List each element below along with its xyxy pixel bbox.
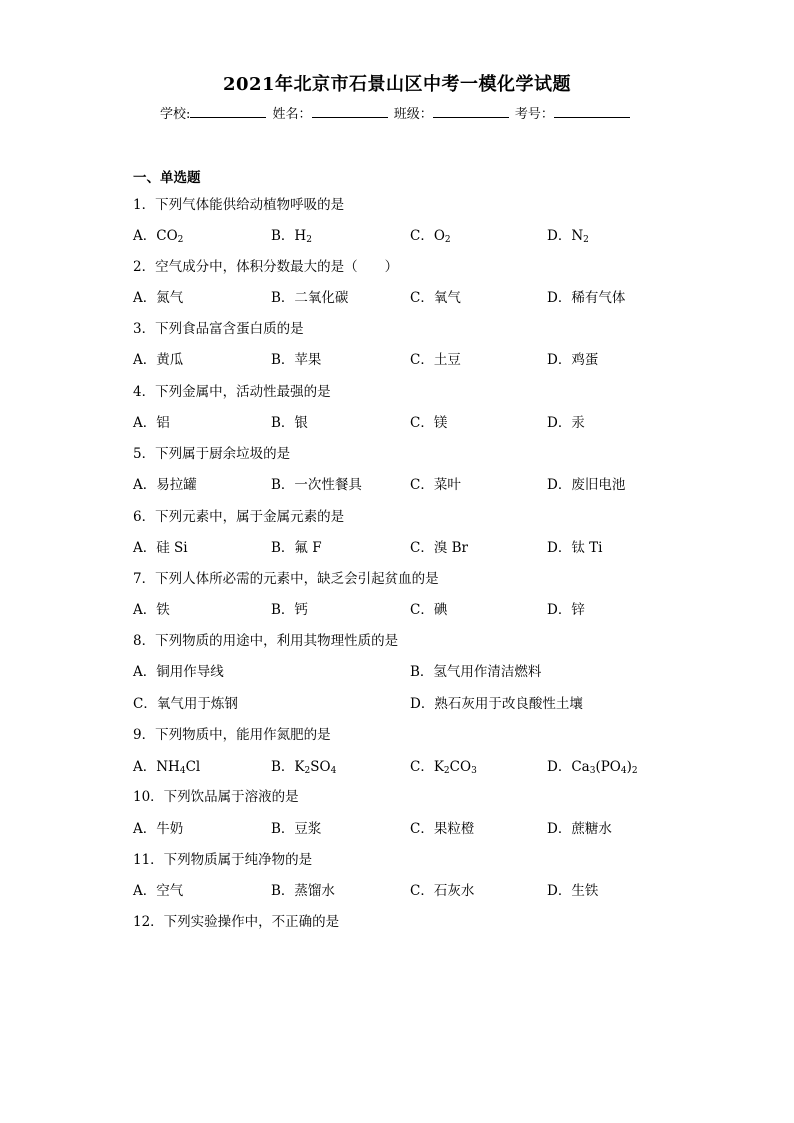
option-c[interactable]: C．镁 bbox=[410, 415, 448, 431]
option-c[interactable]: C．石灰水 bbox=[410, 883, 475, 899]
question-12: 12．下列实验操作中，不正确的是 bbox=[133, 914, 340, 930]
question-4: 4．下列金属中，活动性最强的是 bbox=[133, 384, 331, 400]
question-1: 1．下列气体能供给动植物呼吸的是 bbox=[133, 197, 345, 213]
option-d[interactable]: D．熟石灰用于改良酸性土壤 bbox=[410, 696, 583, 712]
question-4-options bbox=[133, 411, 693, 431]
option-a[interactable]: A．空气 bbox=[133, 883, 184, 899]
option-b[interactable]: B．$K_2SO_4$ bbox=[271, 759, 337, 776]
question-1-options bbox=[133, 224, 693, 244]
student-info-line bbox=[160, 103, 632, 122]
option-d[interactable]: D．锌 bbox=[547, 602, 585, 618]
section-heading: 一、单选题 bbox=[133, 170, 201, 186]
question-10-options bbox=[133, 817, 693, 837]
option-d[interactable]: D．鸡蛋 bbox=[547, 352, 599, 368]
question-9-options bbox=[133, 755, 693, 775]
question-3: 3．下列食品富含蛋白质的是 bbox=[133, 321, 304, 337]
option-a[interactable]: A．氮气 bbox=[133, 290, 184, 306]
option-c[interactable]: C．氧气用于炼钢 bbox=[133, 696, 238, 712]
option-b[interactable]: B．氟 F bbox=[271, 540, 322, 556]
option-a[interactable]: A．铁 bbox=[133, 602, 170, 618]
question-11: 11．下列物质属于纯净物的是 bbox=[133, 852, 313, 868]
option-c[interactable]: C．果粒橙 bbox=[410, 821, 475, 837]
name-label: 姓名： bbox=[272, 107, 312, 122]
option-d[interactable]: D．汞 bbox=[547, 415, 585, 431]
option-d[interactable]: D．$Ca_3(PO_4)_2$ bbox=[547, 759, 638, 776]
question-7: 7．下列人体所必需的元素中，缺乏会引起贫血的是 bbox=[133, 571, 439, 587]
question-8: 8．下列物质的用途中，利用其物理性质的是 bbox=[133, 633, 399, 649]
option-d[interactable]: D．$N_2$ bbox=[547, 228, 589, 245]
question-3-options bbox=[133, 348, 693, 368]
school-blank[interactable] bbox=[190, 103, 266, 118]
option-a[interactable]: A．铜用作导线 bbox=[133, 664, 224, 680]
option-c[interactable]: C．土豆 bbox=[410, 352, 461, 368]
question-2-options bbox=[133, 286, 693, 306]
question-9: 9．下列物质中，能用作氮肥的是 bbox=[133, 727, 331, 743]
option-c[interactable]: C．氧气 bbox=[410, 290, 461, 306]
question-8-options-row-1 bbox=[133, 660, 693, 680]
option-d[interactable]: D．蔗糖水 bbox=[547, 821, 612, 837]
option-c[interactable]: C．碘 bbox=[410, 602, 448, 618]
class-label: 班级： bbox=[393, 107, 433, 122]
question-7-options bbox=[133, 598, 693, 618]
class-blank[interactable] bbox=[433, 103, 509, 118]
option-b[interactable]: B．豆浆 bbox=[271, 821, 322, 837]
question-10: 10．下列饮品属于溶液的是 bbox=[133, 789, 299, 805]
option-b[interactable]: B．二氧化碳 bbox=[271, 290, 349, 306]
option-d[interactable]: D．废旧电池 bbox=[547, 477, 626, 493]
option-a[interactable]: A．$NH_4Cl$ bbox=[133, 759, 201, 776]
question-8-options-row-2 bbox=[133, 692, 693, 712]
option-a[interactable]: A．易拉罐 bbox=[133, 477, 197, 493]
exam-number-label: 考号： bbox=[514, 107, 554, 122]
school-label: 学校: bbox=[160, 107, 191, 122]
option-b[interactable]: B．钙 bbox=[271, 602, 308, 618]
exam-number-blank[interactable] bbox=[554, 103, 630, 118]
question-11-options bbox=[133, 879, 693, 899]
option-d[interactable]: D．生铁 bbox=[547, 883, 599, 899]
option-a[interactable]: A．黄瓜 bbox=[133, 352, 184, 368]
question-2: 2．空气成分中，体积分数最大的是（ ） bbox=[133, 259, 399, 275]
option-c[interactable]: C．溴 Br bbox=[410, 540, 468, 556]
question-5-options bbox=[133, 473, 693, 493]
question-6-options bbox=[133, 536, 693, 556]
option-d[interactable]: D．钛 Ti bbox=[547, 540, 603, 556]
option-b[interactable]: B．$H_2$ bbox=[271, 228, 312, 245]
option-a[interactable]: A．硅 Si bbox=[133, 540, 188, 556]
question-5: 5．下列属于厨余垃圾的是 bbox=[133, 446, 291, 462]
option-c[interactable]: C．$K_2CO_3$ bbox=[410, 759, 477, 776]
option-b[interactable]: B．苹果 bbox=[271, 352, 322, 368]
name-blank[interactable] bbox=[312, 103, 388, 118]
option-c[interactable]: C．$O_2$ bbox=[410, 228, 451, 245]
page-title: 2021年北京市石景山区中考一模化学试题 bbox=[222, 74, 572, 95]
option-b[interactable]: B．一次性餐具 bbox=[271, 477, 362, 493]
option-d[interactable]: D．稀有气体 bbox=[547, 290, 626, 306]
question-6: 6．下列元素中，属于金属元素的是 bbox=[133, 509, 345, 525]
option-a[interactable]: A．牛奶 bbox=[133, 821, 184, 837]
option-b[interactable]: B．蒸馏水 bbox=[271, 883, 335, 899]
option-c[interactable]: C．菜叶 bbox=[410, 477, 461, 493]
option-a[interactable]: A．$CO_2$ bbox=[133, 228, 184, 245]
option-a[interactable]: A．铝 bbox=[133, 415, 170, 431]
option-b[interactable]: B．银 bbox=[271, 415, 308, 431]
option-b[interactable]: B．氢气用作清洁燃料 bbox=[410, 664, 542, 680]
